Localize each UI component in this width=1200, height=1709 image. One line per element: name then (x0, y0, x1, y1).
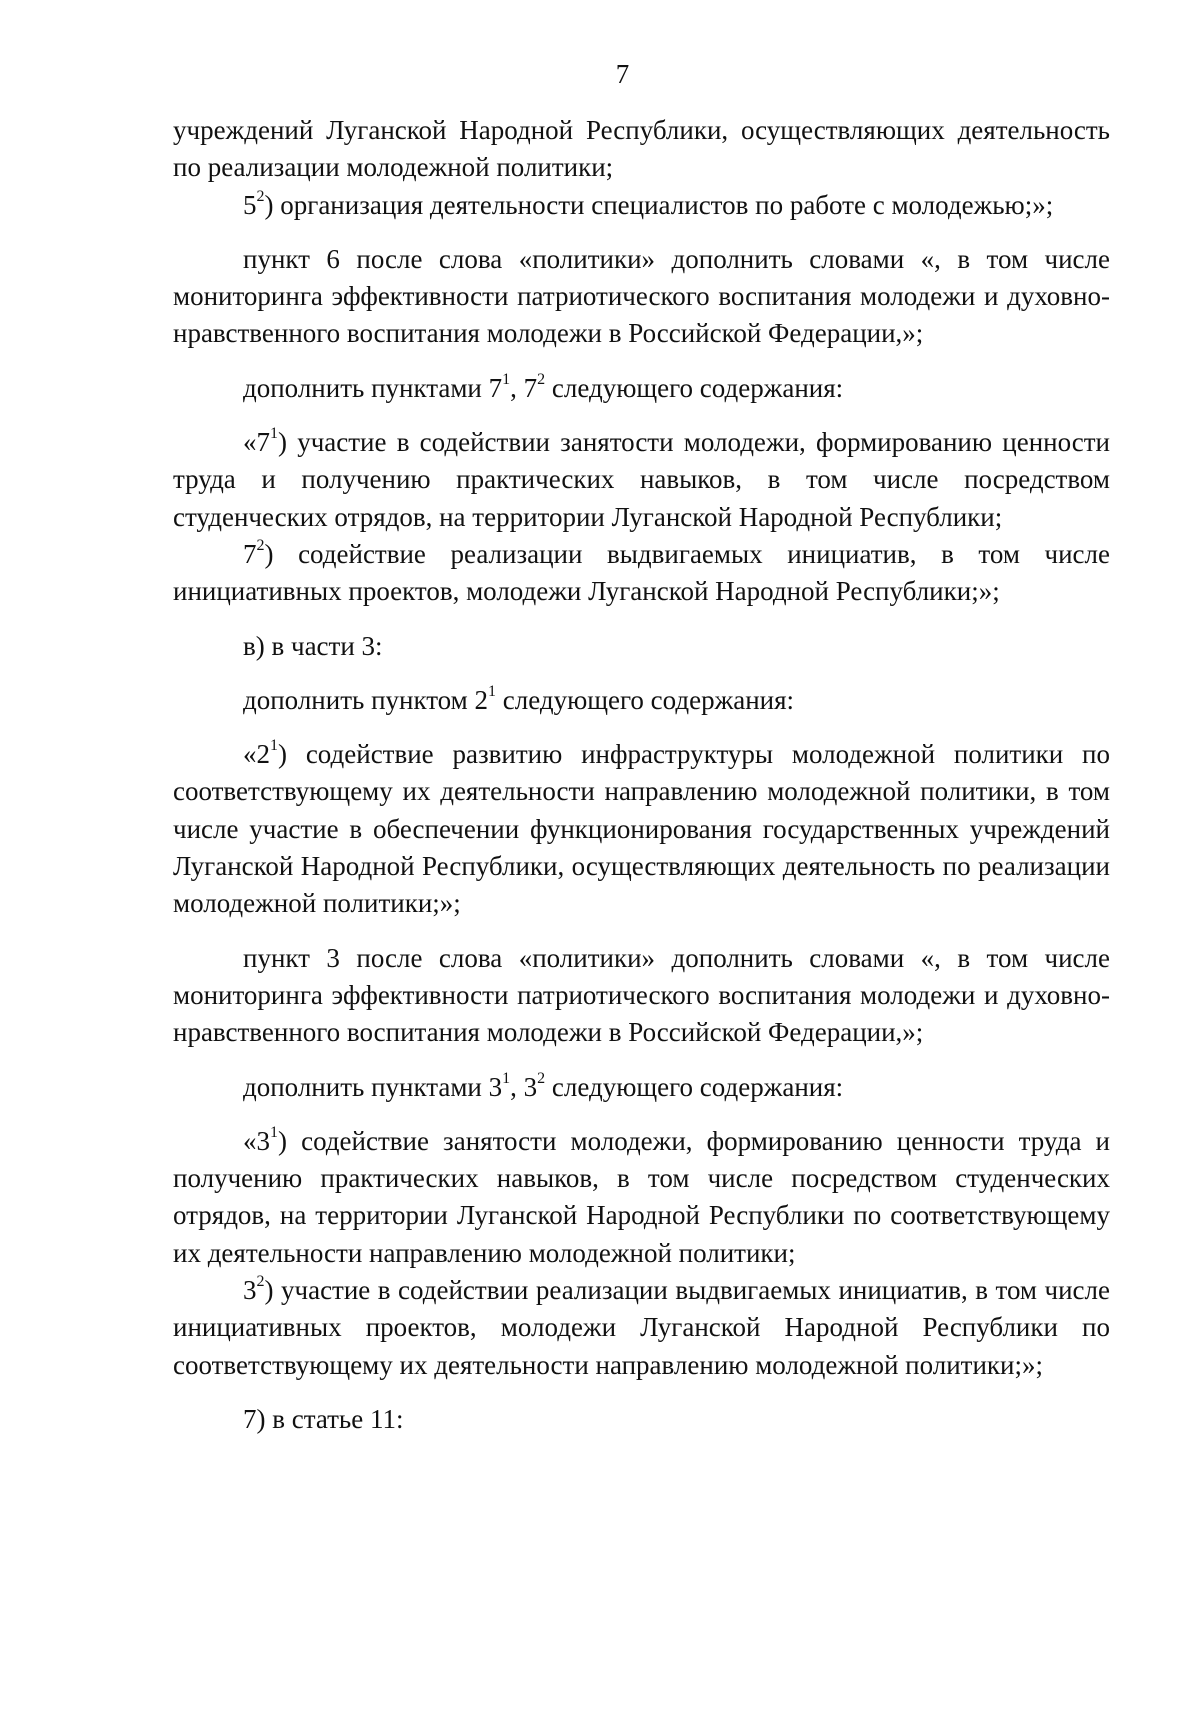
paragraph-12: «$3^1$) содействие занятости молодежи, формированию ценности труда и получению практических навыков, в том числе посредством студенческих отрядов, на территории Луганской Народной Республики по соответствующему их деятельности направлению молодежной политики; (173, 1123, 1110, 1268)
paragraph-8: дополнить пунктом $2^1$ следующего содержания: (243, 682, 795, 715)
paragraph-4: дополнить пунктами $7^1$, $7^2$ следующего содержания: (243, 370, 844, 403)
paragraph-10: пункт 3 после слова «политики» дополнить словами «, в том числе мониторинга эффективности патриотического воспитания молодежи и духовно-нравственного воспитания молодежи в Российской Федерации,»; (173, 942, 1110, 1048)
paragraph-13: $3^2$) участие в содействии реализации выдвигаемых инициатив, в том числе инициативных проектов, молодежи Луганской Народной Республики по соответствующему их деятельности направлению молодежной политики;»; (173, 1273, 1110, 1380)
paragraph-14: 7) в статье 11: (243, 1403, 404, 1434)
paragraph-11: дополнить пунктами $3^1$, $3^2$ следующего содержания: (243, 1069, 844, 1102)
document-body (173, 112, 1110, 1438)
paragraph-9: «$2^1$) содействие развитию инфраструктуры молодежной политики по соответствующему их деятельности направлению молодежной политики, в том числе участие в обеспечении функционирования государственных учреждений Луганской Народной Республики, осуществляющих деятельность по реализации молодежной политики;»; (173, 737, 1110, 919)
paragraph-7: в) в части 3: (243, 630, 383, 661)
paragraph-5: «$7^1$) участие в содействии занятости молодежи, формированию ценности труда и получению практических навыков, в том числе посредством студенческих отрядов, на территории Луганской Народной Республики; (173, 425, 1110, 532)
page-number: 7 (615, 59, 630, 89)
paragraph-6: $7^2$) содействие реализации выдвигаемых инициатив, в том числе инициативных проектов, молодежи Луганской Народной Республики;»; (173, 536, 1110, 607)
paragraph-1: учреждений Луганской Народной Республики, осуществляющих деятельность по реализации молодежной политики; (173, 115, 1110, 183)
paragraph-2: $5^2$) организация деятельности специалистов по работе с молодежью;»; (243, 187, 1054, 220)
paragraph-3: пункт 6 после слова «политики» дополнить словами «, в том числе мониторинга эффективности патриотического воспитания молодежи и духовно-нравственного воспитания молодежи в Российской Федерации,»; (173, 243, 1110, 349)
